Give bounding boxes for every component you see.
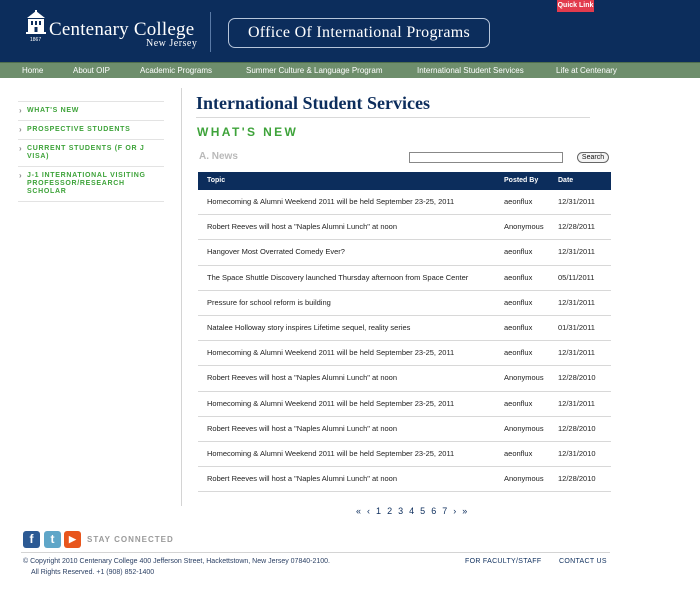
sidebar-item-label: CURRENT STUDENTS (F OR J VISA) <box>27 145 145 160</box>
posted-by-cell: aeonflux <box>504 197 533 206</box>
nav-item-academic-programs[interactable]: Academic Programs <box>140 66 213 75</box>
sidebar-item-prospective-students[interactable] <box>18 120 164 139</box>
posted-by-cell: Anonymous <box>504 423 544 433</box>
date-cell: 01/31/2011 <box>558 322 595 332</box>
sidebar <box>18 101 164 202</box>
date-cell: 12/31/2010 <box>558 448 596 458</box>
table-row[interactable] <box>198 442 611 467</box>
news-table <box>198 172 611 492</box>
pager-page-4[interactable]: 4 <box>409 506 415 516</box>
table-row[interactable] <box>198 215 611 240</box>
posted-by-cell: Anonymous <box>504 222 544 232</box>
table-row[interactable] <box>198 341 611 366</box>
news-subtitle: A. News <box>199 151 238 162</box>
title-divider <box>196 117 590 118</box>
table-row[interactable] <box>198 266 611 291</box>
topic-cell[interactable]: Robert Reeves will host a "Naples Alumni Lunch" at noon <box>207 373 398 383</box>
footer-link-faculty-staff[interactable]: FOR FACULTY/STAFF <box>465 558 542 565</box>
table-header <box>198 172 611 190</box>
college-building-icon <box>24 10 48 36</box>
date-cell: 12/28/2010 <box>558 373 596 383</box>
content-divider <box>181 88 182 506</box>
date-cell: 12/28/2011 <box>558 222 595 232</box>
chevron-right-icon: › <box>19 125 23 134</box>
page-title: International Student Services <box>196 93 430 113</box>
sidebar-item-label: PROSPECTIVE STUDENTS <box>27 126 131 133</box>
date-cell: 12/28/2010 <box>558 423 596 433</box>
topic-cell[interactable]: Robert Reeves will host a "Naples Alumni Lunch" at noon <box>207 423 398 433</box>
topic-cell[interactable]: The Space Shuttle Discovery launched Thursday afternoon from Space Center <box>207 272 469 282</box>
table-row[interactable] <box>198 366 611 391</box>
posted-by-cell: Anonymous <box>504 474 544 484</box>
pager-page-6[interactable]: 6 <box>431 506 437 516</box>
pager-next[interactable]: › <box>453 506 457 516</box>
date-cell: 12/31/2011 <box>558 197 595 206</box>
nav-item-summer-culture[interactable]: Summer Culture & Language Program <box>246 66 383 75</box>
date-cell: 12/31/2011 <box>558 247 595 257</box>
chevron-right-icon: › <box>19 106 23 115</box>
column-header-posted-by[interactable]: Posted By <box>504 177 539 184</box>
header-divider <box>210 12 211 52</box>
section-title: WHAT'S NEW <box>197 125 299 139</box>
posted-by-cell: aeonflux <box>504 247 533 257</box>
date-cell: 12/28/2010 <box>558 474 596 484</box>
logo-year: 1867 <box>30 37 42 43</box>
topic-cell[interactable]: Robert Reeves will host a "Naples Alumni Lunch" at noon <box>207 222 398 232</box>
sidebar-item-current-students[interactable] <box>18 139 164 166</box>
sidebar-item-label: WHAT'S NEW <box>27 107 80 114</box>
search-input[interactable] <box>409 152 563 163</box>
nav-item-international-student-services[interactable]: International Student Services <box>417 66 524 75</box>
table-row[interactable] <box>198 240 611 265</box>
topic-cell[interactable]: Homecoming & Alumni Weekend 2011 will be held September 23-25, 2011 <box>207 348 455 358</box>
pager-page-1[interactable]: 1 <box>376 506 382 516</box>
posted-by-cell: aeonflux <box>504 398 533 408</box>
twitter-icon[interactable] <box>44 531 61 548</box>
date-cell: 12/31/2011 <box>558 398 595 408</box>
posted-by-cell: aeonflux <box>504 297 533 307</box>
topic-cell[interactable]: Hangover Most Overrated Comedy Ever? <box>207 247 345 257</box>
chevron-right-icon: › <box>19 171 23 180</box>
pager-last[interactable]: » <box>462 506 468 516</box>
college-logo[interactable] <box>24 10 209 49</box>
topic-cell[interactable]: Robert Reeves will host a "Naples Alumni Lunch" at noon <box>207 474 398 484</box>
pager-page-2[interactable]: 2 <box>387 506 393 516</box>
logo-college-name: Centenary College <box>49 19 195 40</box>
pager-first[interactable]: « <box>356 506 362 516</box>
youtube-icon[interactable] <box>64 531 81 548</box>
footer-divider <box>21 552 610 553</box>
pager-prev[interactable]: ‹ <box>367 506 371 516</box>
posted-by-cell: aeonflux <box>504 348 533 358</box>
site-header <box>0 0 700 62</box>
chevron-right-icon: › <box>19 144 23 153</box>
nav-item-home[interactable]: Home <box>22 66 44 75</box>
sidebar-item-j1-visiting-scholar[interactable] <box>18 166 164 202</box>
main-nav <box>0 62 700 78</box>
quick-link-button[interactable]: Quick Link <box>557 0 594 12</box>
topic-cell[interactable]: Homecoming & Alumni Weekend 2011 will be held September 23-25, 2011 <box>207 197 455 206</box>
table-row[interactable] <box>198 392 611 417</box>
column-header-date[interactable]: Date <box>558 177 574 184</box>
date-cell: 12/31/2011 <box>558 348 595 358</box>
pager-page-5[interactable]: 5 <box>420 506 426 516</box>
topic-cell[interactable]: Homecoming & Alumni Weekend 2011 will be held September 23-25, 2011 <box>207 398 455 408</box>
date-cell: 05/11/2011 <box>558 272 595 282</box>
pager-page-3[interactable]: 3 <box>398 506 404 516</box>
column-header-topic[interactable]: Topic <box>207 177 226 184</box>
table-row[interactable] <box>198 291 611 316</box>
table-row[interactable] <box>198 190 611 215</box>
pagination <box>356 506 471 516</box>
facebook-glyph: f <box>29 532 34 546</box>
facebook-icon[interactable] <box>23 531 40 548</box>
table-row[interactable] <box>198 316 611 341</box>
posted-by-cell: aeonflux <box>504 322 533 332</box>
stay-connected-label: STAY CONNECTED <box>87 535 174 544</box>
copyright-line-2: All Rights Reserved. +1 (908) 852-1400 <box>31 569 155 576</box>
date-cell: 12/31/2011 <box>558 297 595 307</box>
posted-by-cell: Anonymous <box>504 373 544 383</box>
footer-link-contact-us[interactable]: CONTACT US <box>559 558 607 565</box>
nav-item-about-oip[interactable]: About OIP <box>73 66 110 75</box>
sidebar-item-whats-new[interactable] <box>18 101 164 120</box>
posted-by-cell: aeonflux <box>504 272 533 282</box>
topic-cell[interactable]: Pressure for school reform is building <box>207 297 331 307</box>
copyright-line-1: © Copyright 2010 Centenary College 400 Jefferson Street, Hackettstown, New Jersey 07840-2100. <box>23 558 330 565</box>
search-button[interactable]: Search <box>577 152 609 163</box>
nav-item-life-at-centenary[interactable]: Life at Centenary <box>556 66 617 75</box>
sidebar-item-label: J-1 INTERNATIONAL VISITING PROFESSOR/RESEARCH SCHOLAR <box>27 172 146 195</box>
topic-cell[interactable]: Homecoming & Alumni Weekend 2011 will be held September 23-25, 2011 <box>207 448 455 458</box>
table-row[interactable] <box>198 467 611 492</box>
youtube-glyph: ▶ <box>69 534 76 544</box>
office-title: Office Of International Programs <box>228 18 490 48</box>
twitter-glyph: t <box>50 532 55 546</box>
logo-state: New Jersey <box>146 38 198 49</box>
pager-page-7[interactable]: 7 <box>442 506 448 516</box>
topic-cell[interactable]: Natalee Holloway story inspires Lifetime sequel, reality series <box>207 322 411 332</box>
table-row[interactable] <box>198 417 611 442</box>
posted-by-cell: aeonflux <box>504 448 533 458</box>
